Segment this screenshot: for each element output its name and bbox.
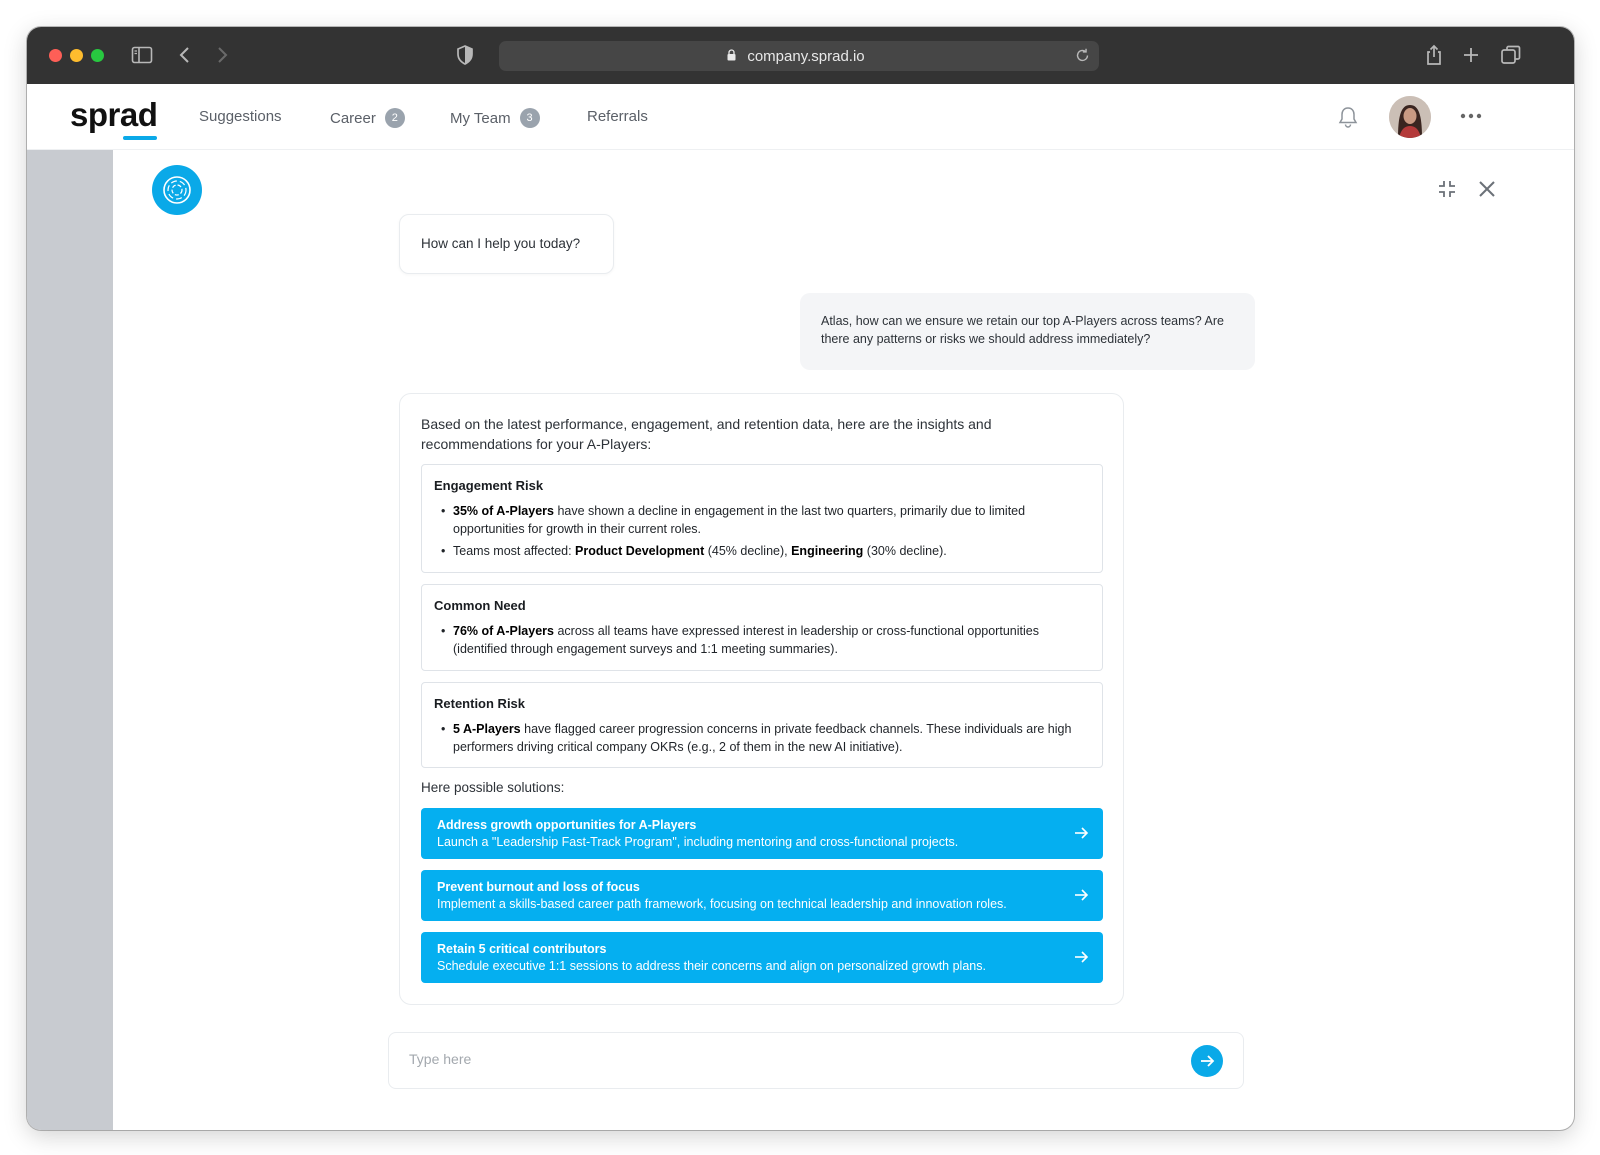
- arrow-right-icon: [1073, 825, 1089, 841]
- solutions-heading: Here possible solutions:: [421, 780, 565, 795]
- answer-intro: Based on the latest performance, engagement, and retention data, here are the insights and recommendations for your A-Players:: [421, 416, 992, 452]
- logo-underline: [123, 136, 157, 140]
- app-header: [27, 84, 1574, 150]
- bullet-highlight: Product Development: [575, 544, 705, 558]
- shield-icon[interactable]: [453, 43, 477, 67]
- bullet-highlight: 76% of A-Players: [453, 624, 554, 638]
- assistant-spiral-icon: [152, 165, 202, 215]
- insight-list: [434, 623, 1084, 663]
- solution-description: Launch a "Leadership Fast-Track Program", including mentoring and cross-functional projects.: [437, 835, 959, 849]
- user-message-bubble: [800, 293, 1255, 370]
- user-avatar[interactable]: [1389, 96, 1431, 138]
- bullet-highlight: Engineering: [791, 544, 864, 558]
- insight-list: [434, 721, 1084, 761]
- back-icon[interactable]: [173, 43, 197, 67]
- new-tab-icon[interactable]: [1459, 43, 1483, 67]
- nav-my-team[interactable]: [450, 108, 540, 128]
- solution-title: Retain 5 critical contributors: [437, 942, 607, 956]
- insight-card-title: Common Need: [434, 598, 526, 613]
- zoom-window-button[interactable]: [91, 49, 104, 62]
- arrow-right-icon: [1073, 949, 1089, 965]
- close-window-button[interactable]: [49, 49, 62, 62]
- more-icon[interactable]: [1459, 109, 1483, 123]
- nav-suggestions[interactable]: [199, 108, 282, 125]
- send-icon: [1191, 1045, 1223, 1077]
- assistant-avatar: [152, 165, 202, 215]
- insight-bullet: • Teams most affected: Product Development (45% decline), Engineering (30% decline).: [434, 543, 1084, 561]
- solution-button-burnout[interactable]: [421, 870, 1103, 921]
- sidebar-toggle-icon[interactable]: [130, 43, 154, 67]
- bell-icon[interactable]: [1337, 105, 1359, 129]
- tabs-overview-icon[interactable]: [1499, 43, 1523, 67]
- count-badge: 2: [385, 108, 405, 128]
- nav-label: Career: [330, 109, 376, 127]
- insight-list: [434, 503, 1084, 566]
- insight-bullet: • 5 A-Players have flagged career progression concerns in private feedback channels. These individuals are high performers driving critical company OKRs (e.g., 2 of them in the new AI initiative).: [434, 721, 1084, 756]
- nav-label: Suggestions: [199, 108, 282, 125]
- insight-card-common-need: [421, 584, 1103, 671]
- solution-title: Prevent burnout and loss of focus: [437, 880, 640, 894]
- insight-bullet: • 35% of A-Players have shown a decline in engagement in the last two quarters, primarily due to limited opportunities for growth in their current roles.: [434, 503, 1084, 538]
- nav-career[interactable]: [330, 108, 405, 128]
- share-icon[interactable]: [1422, 43, 1446, 67]
- bullet-highlight: 35% of A-Players: [453, 504, 554, 518]
- insight-bullet: • 76% of A-Players across all teams have expressed interest in leadership or cross-functional opportunities (identified through engagement surveys and 1:1 meeting summaries).: [434, 623, 1084, 658]
- insight-card-retention-risk: [421, 682, 1103, 768]
- insight-card-title: Engagement Risk: [434, 478, 544, 493]
- minimize-window-button[interactable]: [70, 49, 83, 62]
- insight-card-engagement-risk: [421, 464, 1103, 573]
- bullet-highlight: 5 A-Players: [453, 722, 521, 736]
- assistant-answer-card: [399, 393, 1124, 1005]
- arrow-right-icon: [1073, 887, 1089, 903]
- nav-label: My Team: [450, 109, 511, 127]
- side-panel: [27, 150, 113, 1130]
- nav-label: Referrals: [587, 108, 648, 125]
- solution-description: Implement a skills-based career path framework, focusing on technical leadership and innovation roles.: [437, 897, 1007, 911]
- assistant-greeting-bubble: [399, 214, 614, 274]
- nav-referrals[interactable]: [587, 108, 648, 125]
- greeting-text: How can I help you today?: [421, 236, 581, 251]
- close-icon[interactable]: [1475, 177, 1499, 201]
- solution-button-retain[interactable]: [421, 932, 1103, 983]
- reload-icon[interactable]: [1074, 47, 1091, 64]
- chat-input[interactable]: [409, 1051, 1169, 1067]
- user-photo: [1389, 96, 1431, 138]
- insight-card-title: Retention Risk: [434, 696, 526, 711]
- sprad-logo[interactable]: sprad: [70, 96, 158, 133]
- address-bar[interactable]: [499, 41, 1099, 71]
- solution-button-growth[interactable]: [421, 808, 1103, 859]
- solution-description: Schedule executive 1:1 sessions to address their concerns and align on personalized growth plans.: [437, 959, 986, 973]
- chat-input-box: [388, 1032, 1244, 1089]
- send-button[interactable]: [1191, 1045, 1223, 1077]
- browser-window: [27, 27, 1574, 1130]
- browser-toolbar: [27, 27, 1574, 84]
- forward-icon[interactable]: [210, 43, 234, 67]
- url-text: company.sprad.io: [747, 48, 865, 65]
- solution-title: Address growth opportunities for A-Players: [437, 818, 697, 832]
- collapse-icon[interactable]: [1435, 177, 1459, 201]
- user-message-text: Atlas, how can we ensure we retain our top A-Players across teams? Are there any patterns or risks we should address immediately?: [821, 314, 1224, 346]
- count-badge: 3: [520, 108, 540, 128]
